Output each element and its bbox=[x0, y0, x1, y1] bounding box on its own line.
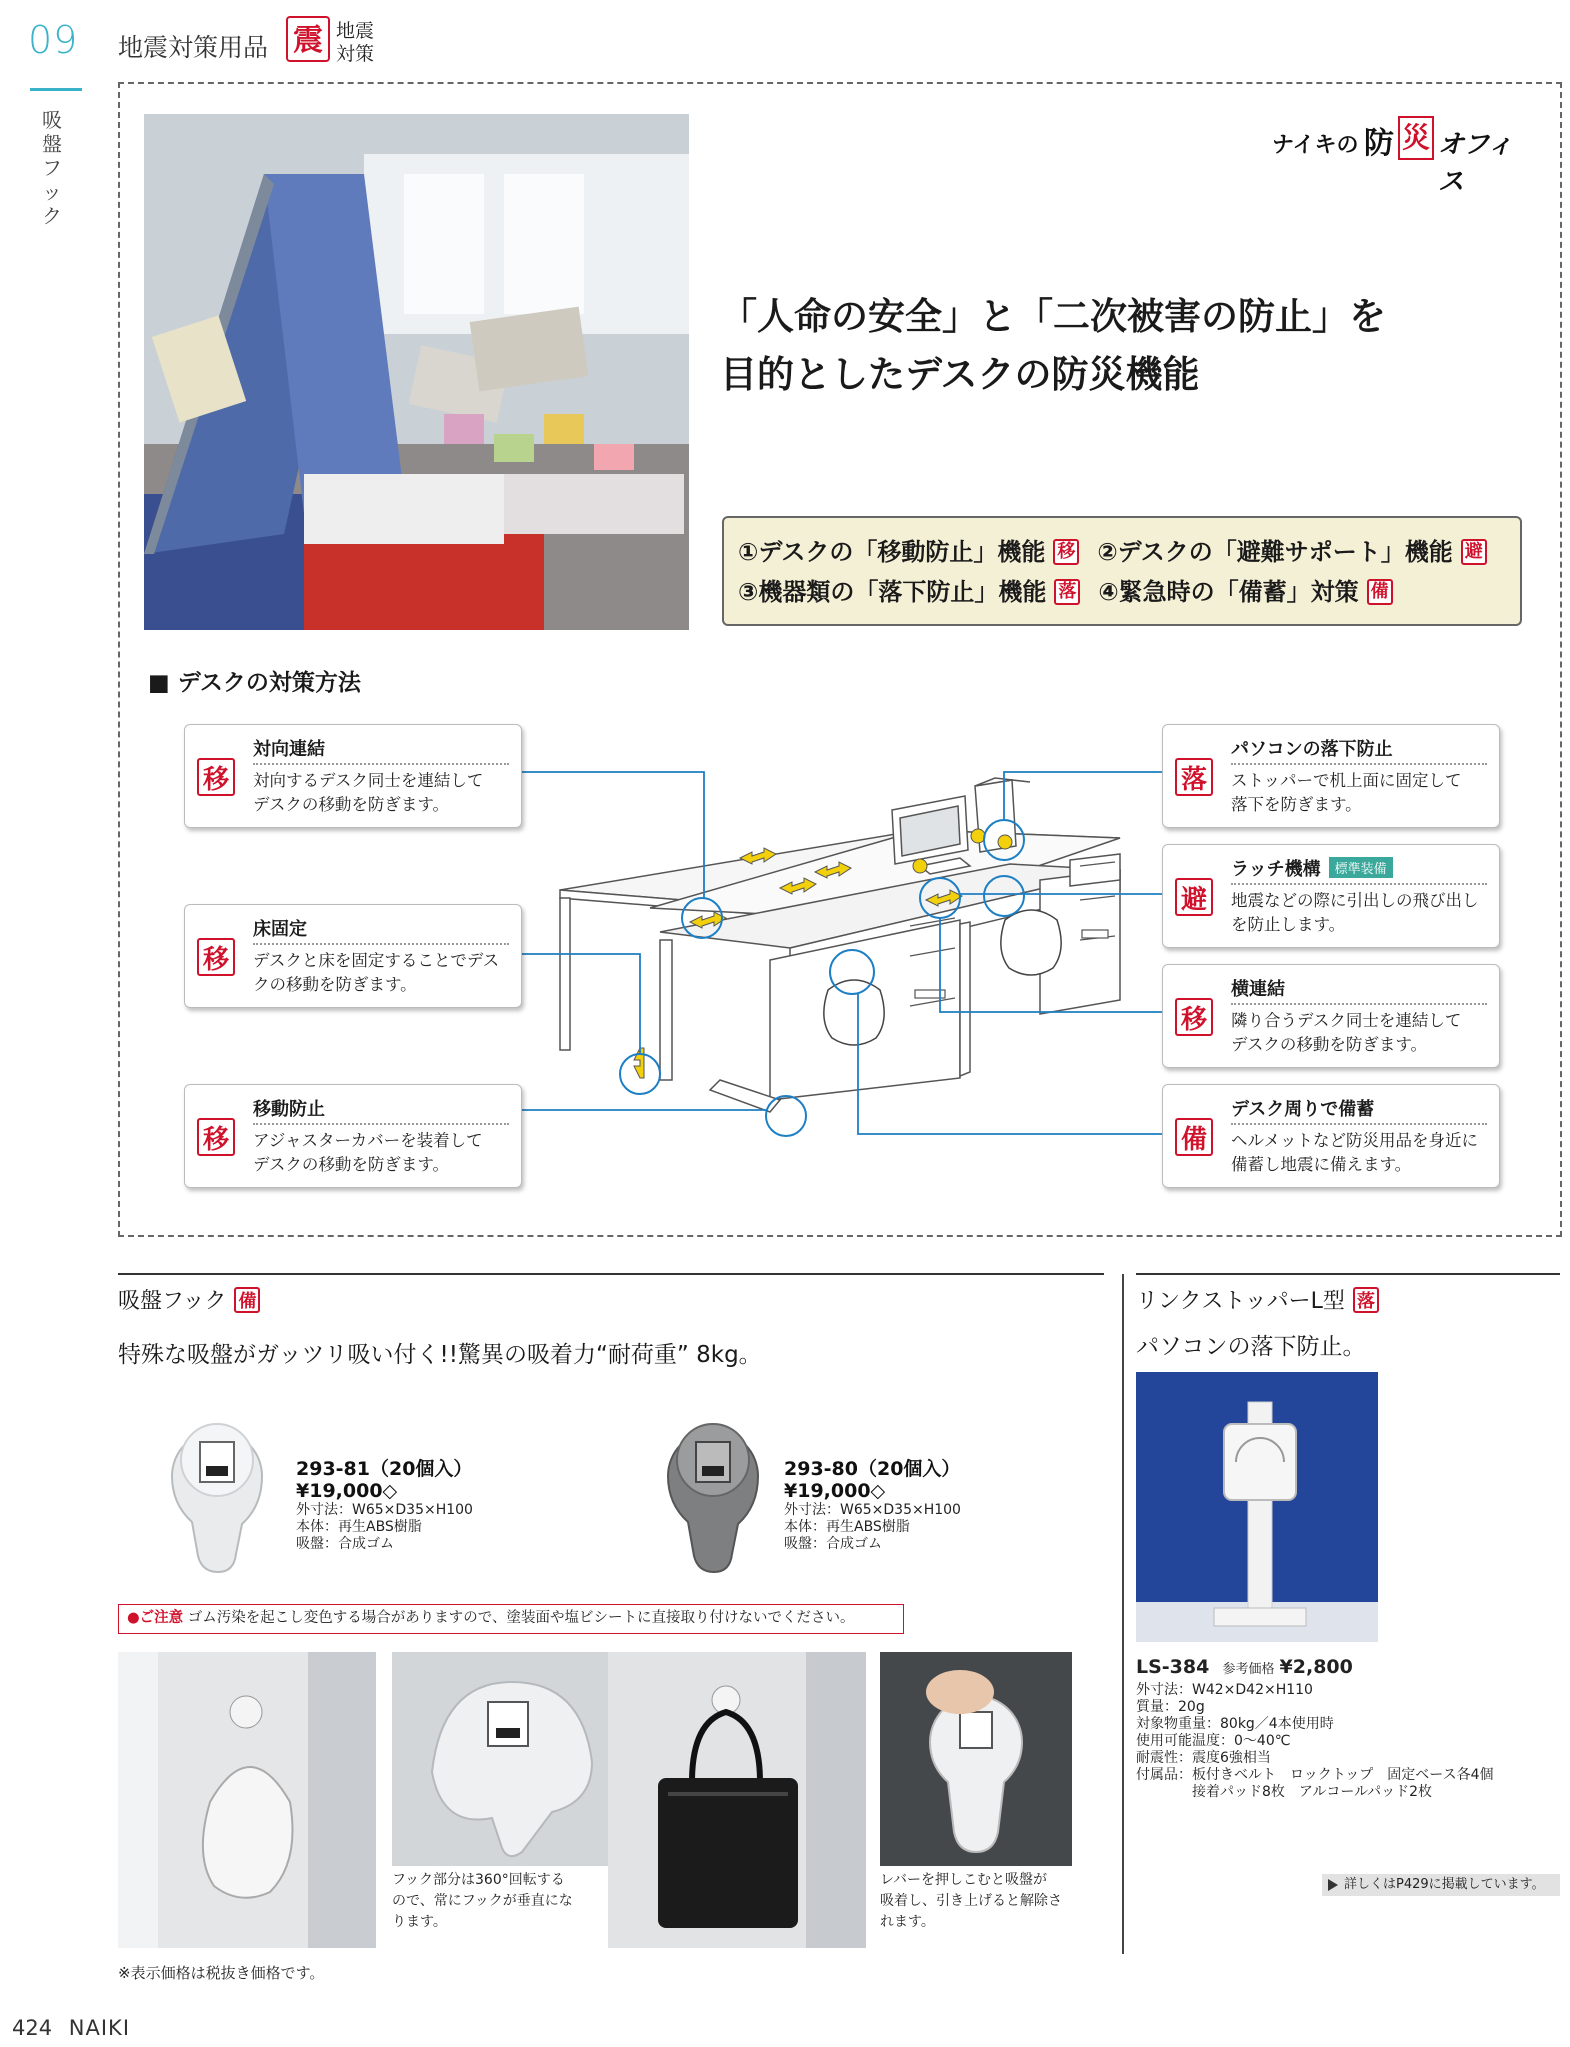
callout-text: アジャスターカバーを装着して デスクの移動を防ぎます。 bbox=[253, 1131, 483, 1174]
standard-equipment-tag: 標準装備 bbox=[1329, 857, 1393, 878]
hook-rotation-photo bbox=[392, 1652, 620, 1866]
callout-text: 隣り合うデスク同士を連結して デスクの移動を防ぎます。 bbox=[1231, 1011, 1462, 1054]
page-number: 424 bbox=[12, 2016, 53, 2040]
function-label: ③機器類の「落下防止」機能 bbox=[738, 578, 1047, 606]
callout-text: デスクと床を固定することでデス クの移動を防ぎます。 bbox=[253, 951, 500, 994]
callout-divider bbox=[1231, 763, 1487, 765]
product-model: 293-80（20個入） bbox=[784, 1458, 961, 1480]
callout-title: 対向連結 bbox=[253, 739, 325, 760]
section-rule bbox=[118, 1273, 1104, 1275]
callout-title: 横連結 bbox=[1231, 979, 1285, 1000]
link-stopper-title: リンクストッパーL型 落 bbox=[1136, 1284, 1379, 1315]
chapter-vertical-label: 吸盤フック bbox=[42, 108, 62, 228]
callout-divider bbox=[253, 1123, 509, 1125]
callout-title: ラッチ機構 標準装備 bbox=[1231, 855, 1393, 881]
spec-line: 付属品：板付きベルト ロックトップ 固定ベース各4個 bbox=[1136, 1767, 1494, 1783]
callout-card-facing-link bbox=[184, 724, 522, 828]
callout-divider bbox=[1231, 1123, 1487, 1125]
fall-badge-icon: 落 bbox=[1175, 758, 1213, 796]
stock-badge-icon: 備 bbox=[1175, 1118, 1213, 1156]
fall-badge-icon: 落 bbox=[1353, 1287, 1379, 1313]
spec-line: 対象物重量：80kg／4本使用時 bbox=[1136, 1716, 1334, 1732]
folio-brand: NAIKI bbox=[68, 2016, 131, 2040]
callout-text: ストッパーで机上面に固定して 落下を防ぎます。 bbox=[1231, 771, 1462, 814]
move-badge-icon: 移 bbox=[197, 758, 235, 796]
earthquake-logo-glyph: 震 bbox=[293, 23, 323, 58]
callout-card-floor-fix bbox=[184, 904, 522, 1008]
page-title: 地震対策用品 bbox=[118, 33, 269, 62]
callout-text: 対向するデスク同士を連結して デスクの移動を防ぎます。 bbox=[253, 771, 484, 814]
callout-title: 移動防止 bbox=[253, 1099, 325, 1120]
callout-text: ヘルメットなど防災用品を身近に 備蓄し地震に備えます。 bbox=[1231, 1131, 1479, 1174]
rotation-caption: フック部分は360°回転する ので、常にフックが垂直にな ります。 bbox=[392, 1872, 573, 1930]
spec-line: 質量：20g bbox=[1136, 1699, 1205, 1715]
headline-line-2: 目的としたデスクの防災機能 bbox=[720, 353, 1200, 396]
helmet-hanging-photo bbox=[118, 1652, 376, 1948]
move-badge-icon: 移 bbox=[197, 938, 235, 976]
headline-line-1: 「人命の安全」と「二次被害の防止」を bbox=[720, 295, 1386, 338]
brand-kanji-red: 災 bbox=[1398, 116, 1434, 160]
callout-card-stockpile bbox=[1162, 1084, 1500, 1188]
column-divider bbox=[1122, 1274, 1124, 1954]
stock-badge-icon: 備 bbox=[1367, 579, 1393, 605]
callout-title: パソコンの落下防止 bbox=[1231, 739, 1393, 760]
product-spec-293-81 bbox=[296, 1458, 473, 1553]
page-folio bbox=[12, 2016, 130, 2040]
fall-badge-icon: 落 bbox=[1054, 579, 1080, 605]
page-reference-link[interactable]: 詳しくはP429に掲載しています。 bbox=[1322, 1874, 1560, 1896]
callout-title: デスク周りで備蓄 bbox=[1231, 1099, 1375, 1120]
function-label: ①デスクの「移動防止」機能 bbox=[738, 538, 1046, 566]
brand-prefix: ナイキの bbox=[1272, 133, 1359, 158]
chapter-number: 09 bbox=[28, 18, 79, 62]
caution-label: ●ご注意 bbox=[127, 1610, 184, 1626]
product-model: 293-81（20個入） bbox=[296, 1458, 473, 1480]
bag-hanging-photo bbox=[608, 1652, 866, 1948]
suction-hook-title: 吸盤フック 備 bbox=[118, 1284, 260, 1315]
lever-operation-photo bbox=[880, 1652, 1072, 1866]
product-price: ¥2,800 bbox=[1279, 1656, 1353, 1678]
evacuate-badge-icon: 避 bbox=[1175, 878, 1213, 916]
section-title: ■ デスクの対策方法 bbox=[148, 670, 361, 696]
product-body-material: 本体：再生ABS樹脂 bbox=[296, 1519, 422, 1535]
link-stopper-lead: パソコンの落下防止。 bbox=[1136, 1334, 1366, 1360]
callout-divider bbox=[253, 943, 509, 945]
link-stopper-specs bbox=[1136, 1682, 1494, 1801]
callout-divider bbox=[1231, 883, 1487, 885]
product-size: 外寸法：W65×D35×H100 bbox=[784, 1502, 961, 1518]
move-badge-icon: 移 bbox=[1053, 539, 1079, 565]
brand-suffix: オフィス bbox=[1438, 130, 1514, 197]
link-stopper-photo bbox=[1136, 1372, 1378, 1642]
spec-line: 使用可能温度：0～40℃ bbox=[1136, 1733, 1291, 1749]
stock-badge-icon: 備 bbox=[234, 1287, 260, 1313]
brand-kanji: 防 bbox=[1364, 126, 1394, 161]
product-spec-293-80 bbox=[784, 1458, 961, 1553]
spec-line: 耐震性：震度6強相当 bbox=[1136, 1750, 1271, 1766]
callout-card-side-link bbox=[1162, 964, 1500, 1068]
callout-card-pc-fall-prevention bbox=[1162, 724, 1500, 828]
white-suction-hook-image bbox=[152, 1396, 282, 1576]
move-badge-icon: 移 bbox=[197, 1118, 235, 1156]
function-label: ②デスクの「避難サポート」機能 bbox=[1097, 538, 1453, 566]
earthquake-logo-text: 地震対策 bbox=[336, 20, 375, 65]
product-price: ¥19,000◇ bbox=[784, 1480, 886, 1502]
spec-line: 外寸法：W42×D42×H110 bbox=[1136, 1682, 1313, 1698]
evacuate-badge-icon: 避 bbox=[1461, 539, 1487, 565]
callout-text: 地震などの際に引出しの飛び出し を防止します。 bbox=[1231, 891, 1479, 934]
callout-divider bbox=[1231, 1003, 1487, 1005]
gray-suction-hook-image bbox=[648, 1396, 778, 1576]
link-stopper-model-price bbox=[1136, 1656, 1353, 1678]
product-suction-material: 吸盤：合成ゴム bbox=[296, 1536, 394, 1552]
callout-title: 床固定 bbox=[253, 919, 307, 940]
function-label: ④緊急時の「備蓄」対策 bbox=[1098, 578, 1359, 606]
suction-hook-lead: 特殊な吸盤がガッツリ吸い付く!!驚異の吸着力“耐荷重” 8kg。 bbox=[118, 1342, 762, 1368]
callout-divider bbox=[253, 763, 509, 765]
price-label: 参考価格 bbox=[1222, 1662, 1275, 1677]
product-size: 外寸法：W65×D35×H100 bbox=[296, 1502, 473, 1518]
product-suction-material: 吸盤：合成ゴム bbox=[784, 1536, 882, 1552]
tax-footnote: ※表示価格は税抜き価格です。 bbox=[118, 1964, 325, 1982]
spec-line: 接着パッド8枚 アルコールパッド2枚 bbox=[1136, 1784, 1432, 1800]
callout-card-move-prevention bbox=[184, 1084, 522, 1188]
caution-notice bbox=[118, 1604, 904, 1634]
section-rule bbox=[1136, 1273, 1560, 1275]
callout-card-latch bbox=[1162, 844, 1500, 948]
product-body-material: 本体：再生ABS樹脂 bbox=[784, 1519, 910, 1535]
product-model: LS-384 bbox=[1136, 1656, 1210, 1678]
caution-text: ゴム汚染を起こし変色する場合がありますので、塗装面や塩ビシートに直接取り付けないでください。 bbox=[187, 1610, 855, 1626]
product-price: ¥19,000◇ bbox=[296, 1480, 398, 1502]
lever-caption: レバーを押しこむと吸盤が 吸着し、引き上げると解除さ れます。 bbox=[880, 1872, 1062, 1930]
move-badge-icon: 移 bbox=[1175, 998, 1213, 1036]
